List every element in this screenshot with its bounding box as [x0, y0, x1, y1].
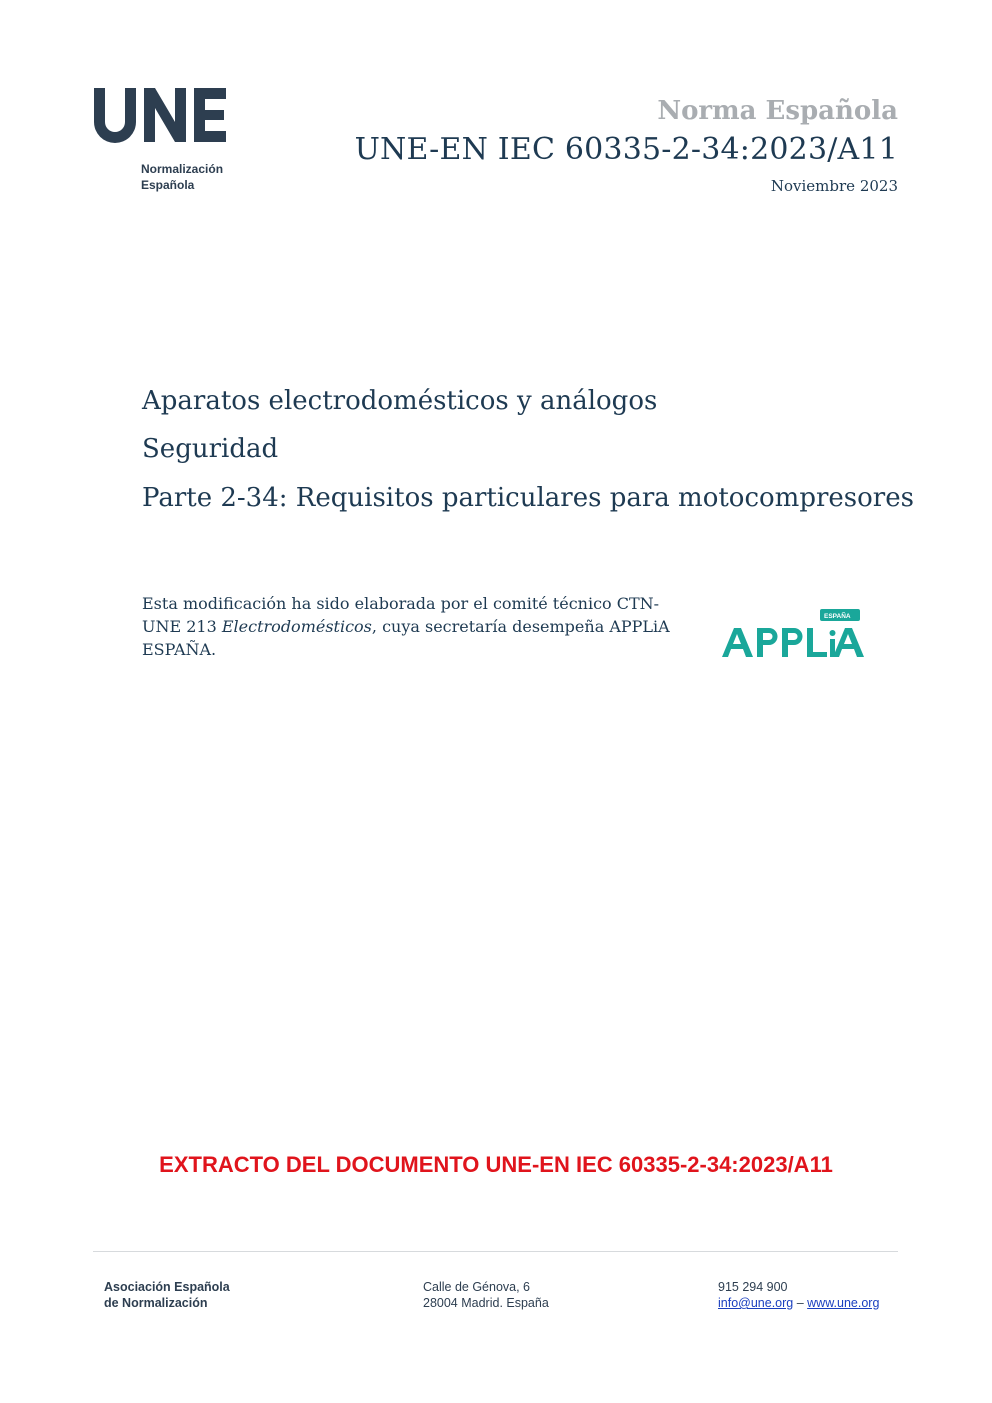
footer-link-separator: – — [793, 1296, 808, 1310]
une-subtitle-line1: Normalización — [141, 162, 224, 176]
footer-contact-links — [718, 1295, 879, 1311]
committee-name: Electrodomésticos — [221, 617, 372, 636]
footer-org-line1: Asociación Española — [104, 1280, 230, 1294]
svg-text:ESPAÑA: ESPAÑA — [824, 613, 851, 620]
applia-logo — [720, 606, 866, 662]
footer-website-link[interactable]: www.une.org — [807, 1296, 880, 1310]
une-subtitle-line2: Española — [141, 178, 195, 192]
footer-email-link[interactable]: info@une.org — [718, 1296, 794, 1310]
footer-divider — [93, 1251, 898, 1252]
standard-code: UNE-EN IEC 60335-2-34:2023/A11 — [354, 132, 898, 167]
extract-banner: EXTRACTO DEL DOCUMENTO UNE-EN IEC 60335-2-34:2023/A11 — [159, 1152, 833, 1177]
footer-address-line1: Calle de Génova, 6 — [423, 1280, 531, 1294]
footer-address-line2: 28004 Madrid. España — [423, 1296, 549, 1310]
title-line-2: Seguridad — [142, 434, 279, 464]
standard-type-label: Norma Española — [657, 96, 898, 126]
committee-text-before: Esta modificación ha sido elaborada por el comité técnico CTN-UNE 213 — [142, 594, 660, 636]
committee-statement — [142, 592, 682, 661]
committee-text-after: , cuya secretaría desempeña APPLiA ESPAÑA. — [142, 617, 670, 659]
applia-logo-graphic — [720, 606, 866, 662]
footer-phone: 915 294 900 — [718, 1280, 788, 1294]
footer-org-line2: de Normalización — [104, 1296, 208, 1310]
publication-date: Noviembre 2023 — [770, 177, 898, 195]
title-line-3: Parte 2-34: Requisitos particulares para motocompresores — [142, 483, 914, 513]
title-line-1: Aparatos electrodomésticos y análogos — [142, 386, 658, 416]
une-wordmark-graphic — [92, 88, 232, 144]
